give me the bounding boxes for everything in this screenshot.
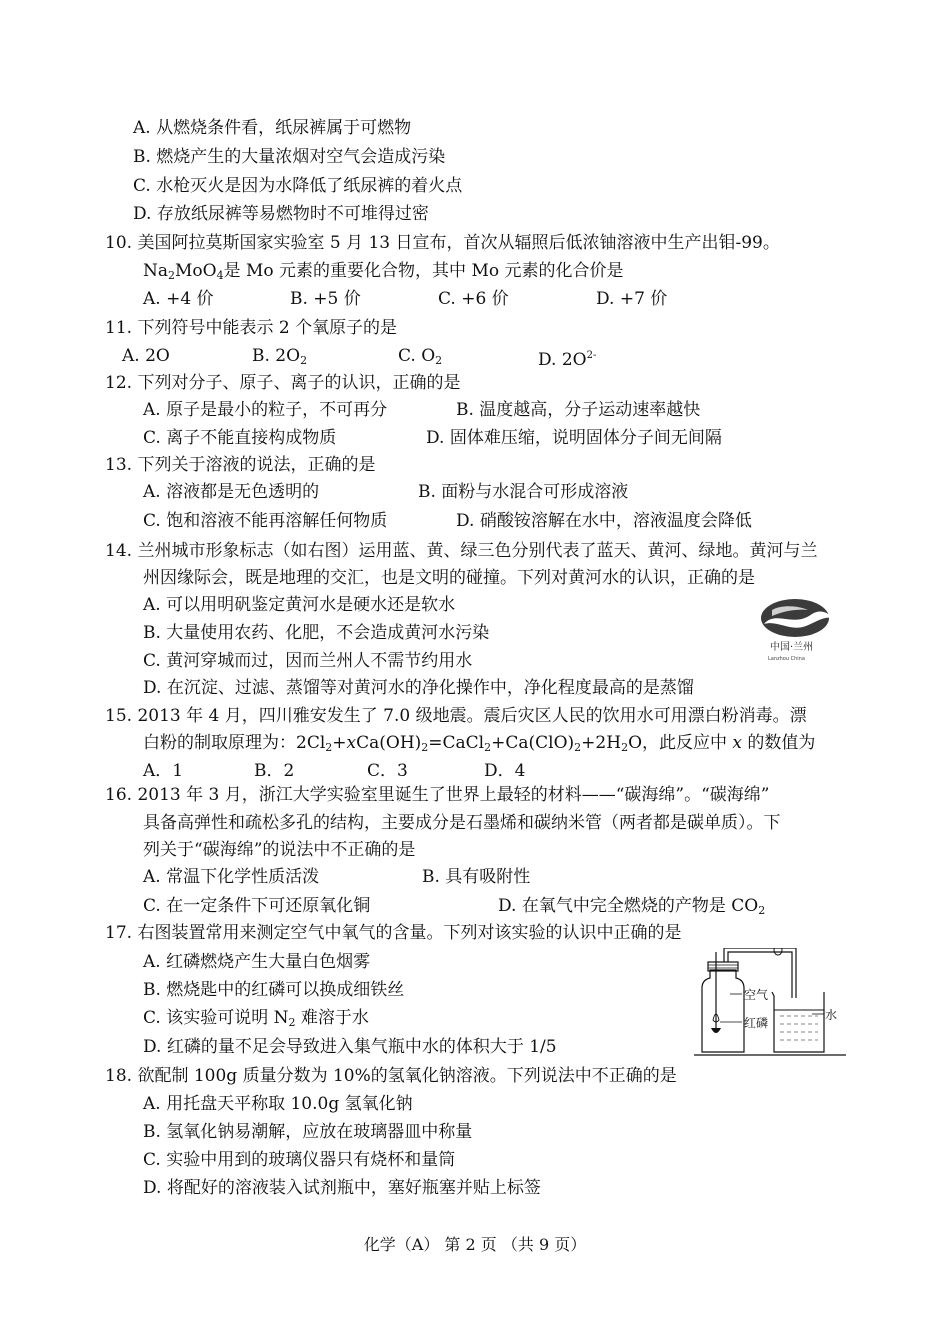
q13-option-a: A. 溶液都是无色透明的: [143, 482, 320, 502]
q18-option-b: B. 氢氧化钠易潮解，应放在玻璃器皿中称量: [143, 1122, 473, 1142]
logo-text: 中国·兰州: [770, 642, 814, 653]
q12-option-d: D. 固体难压缩，说明固体分子间无间隔: [426, 428, 722, 448]
q13-option-b: B. 面粉与水混合可形成溶液: [418, 482, 629, 502]
q14-option-c: C. 黄河穿城而过，因而兰州人不需节约用水: [143, 651, 473, 671]
q18-option-c: C. 实验中用到的玻璃仪器只有烧杯和量筒: [143, 1150, 456, 1170]
q9-option-d: D. 存放纸尿裤等易燃物时不可堆得过密: [133, 204, 429, 224]
q15-option-b: B．2: [254, 761, 295, 781]
logo-subtext: Lanzhou China: [768, 656, 805, 662]
q17-option-c: C. 该实验可说明 $N_2$ 难溶于水: [143, 1008, 369, 1029]
q13-option-c: C. 饱和溶液不能再溶解任何物质: [143, 511, 388, 531]
q11-option-c: C. $O_2$: [398, 346, 443, 367]
q18-stem: 18. 欲配制 100g 质量分数为 10%的氢氧化钠溶液。下列说法中不正确的是: [105, 1066, 677, 1086]
q9-option-c: C. 水枪灭火是因为水降低了纸尿裤的着火点: [133, 176, 463, 196]
q10-option-b: B. +5 价: [290, 289, 361, 309]
q13-stem: 13. 下列关于溶液的说法，正确的是: [105, 455, 376, 475]
q15-option-a: A．1: [143, 761, 184, 781]
q16-stem-line3: 列关于“碳海绵”的说法中不正确的是: [143, 840, 416, 860]
label-red-phosphorus: 红磷: [744, 1016, 769, 1030]
q18-option-d: D. 将配好的溶液装入试剂瓶中，塞好瓶塞并贴上标签: [143, 1178, 541, 1198]
lanzhou-logo-image: [742, 596, 848, 664]
q13-option-d: D. 硝酸铵溶解在水中，溶液温度会降低: [456, 511, 752, 531]
q16-option-c: C. 在一定条件下可还原氧化铜: [143, 896, 371, 916]
label-air: 空气: [744, 988, 769, 1002]
q10-option-a: A. +4 价: [143, 289, 214, 309]
q11-option-b: B. $2O_2$: [252, 346, 308, 367]
q11-option-a: A. 2O: [122, 346, 170, 366]
q14-stem-line1: 14. 兰州城市形象标志（如右图）运用蓝、黄、绿三色分别代表了蓝天、黄河、绿地。黄河与兰: [105, 541, 818, 561]
q12-option-a: A. 原子是最小的粒子，不可再分: [143, 400, 388, 420]
q17-stem: 17. 右图装置常用来测定空气中氧气的含量。下列对该实验的认识中正确的是: [105, 923, 682, 943]
q12-option-b: B. 温度越高，分子运动速率越快: [456, 400, 701, 420]
q12-option-c: C. 离子不能直接构成物质: [143, 428, 337, 448]
q10-option-d: D. +7 价: [596, 289, 668, 309]
q11-stem: 11. 下列符号中能表示 2 个氧原子的是: [105, 318, 398, 338]
q18-option-a: A. 用托盘天平称取 10.0g 氢氧化钠: [143, 1094, 413, 1114]
q10-option-c: C. +6 价: [438, 289, 509, 309]
q14-option-b: B. 大量使用农药、化肥，不会造成黄河水污染: [143, 623, 490, 643]
q9-option-b: B. 燃烧产生的大量浓烟对空气会造成污染: [133, 147, 446, 167]
q16-option-b: B. 具有吸附性: [422, 867, 531, 887]
q17-option-d: D. 红磷的量不足会导致进入集气瓶中水的体积大于 1/5: [143, 1037, 557, 1057]
q16-stem-line1: 16. 2013 年 3 月，浙江大学实验室里诞生了世界上最轻的材料——“碳海绵”。“碳海绵”: [105, 785, 770, 805]
q10-stem-line2: $Na_2MoO_4$是 Mo 元素的重要化合物，其中 Mo 元素的化合价是: [143, 261, 624, 282]
q10-stem-line1: 10. 美国阿拉莫斯国家实验室 5 月 13 日宣布，首次从辐照后低浓铀溶液中生产出钼-99。: [105, 233, 780, 253]
q14-stem-line2: 州因缘际会，既是地理的交汇，也是文明的碰撞。下列对黄河水的认识，正确的是: [143, 568, 755, 588]
q16-option-d: D. 在氧气中完全燃烧的产物是 $CO_2$: [498, 896, 766, 917]
q17-option-a: A. 红磷燃烧产生大量白色烟雾: [143, 952, 371, 972]
q17-option-b: B. 燃烧匙中的红磷可以换成细铁丝: [143, 980, 405, 1000]
q12-stem: 12. 下列对分子、原子、离子的认识，正确的是: [105, 373, 461, 393]
q9-option-a: A. 从燃烧条件看，纸尿裤属于可燃物: [133, 118, 412, 138]
q16-stem-line2: 具备高弹性和疏松多孔的结构，主要成分是石墨烯和碳纳米管（两者都是碳单质）。下: [143, 813, 781, 833]
q15-stem-line2: 白粉的制取原理为：$2Cl_2+xCa(OH)_2=CaCl_2+Ca(ClO)_2+2H_2O$，此反应中 x 的数值为: [143, 733, 816, 754]
q15-stem-line1: 15. 2013 年 4 月，四川雅安发生了 7.0 级地震。震后灾区人民的饮用水可用漂白粉消毒。漂: [105, 706, 807, 726]
q15-option-c: C．3: [367, 761, 408, 781]
q14-option-a: A. 可以用明矾鉴定黄河水是硬水还是软水: [143, 595, 456, 615]
oxygen-measurement-apparatus-diagram: [694, 948, 846, 1060]
q16-option-a: A. 常温下化学性质活泼: [143, 867, 320, 887]
label-water: 水: [825, 1008, 838, 1022]
page-footer: 化学（A） 第 2 页 （共 9 页）: [363, 1235, 587, 1254]
q11-option-d: D. $2O^{2-}$: [538, 350, 597, 370]
q14-option-d: D. 在沉淀、过滤、蒸馏等对黄河水的净化操作中，净化程度最高的是蒸馏: [143, 678, 694, 698]
q15-option-d: D．4: [484, 761, 526, 781]
